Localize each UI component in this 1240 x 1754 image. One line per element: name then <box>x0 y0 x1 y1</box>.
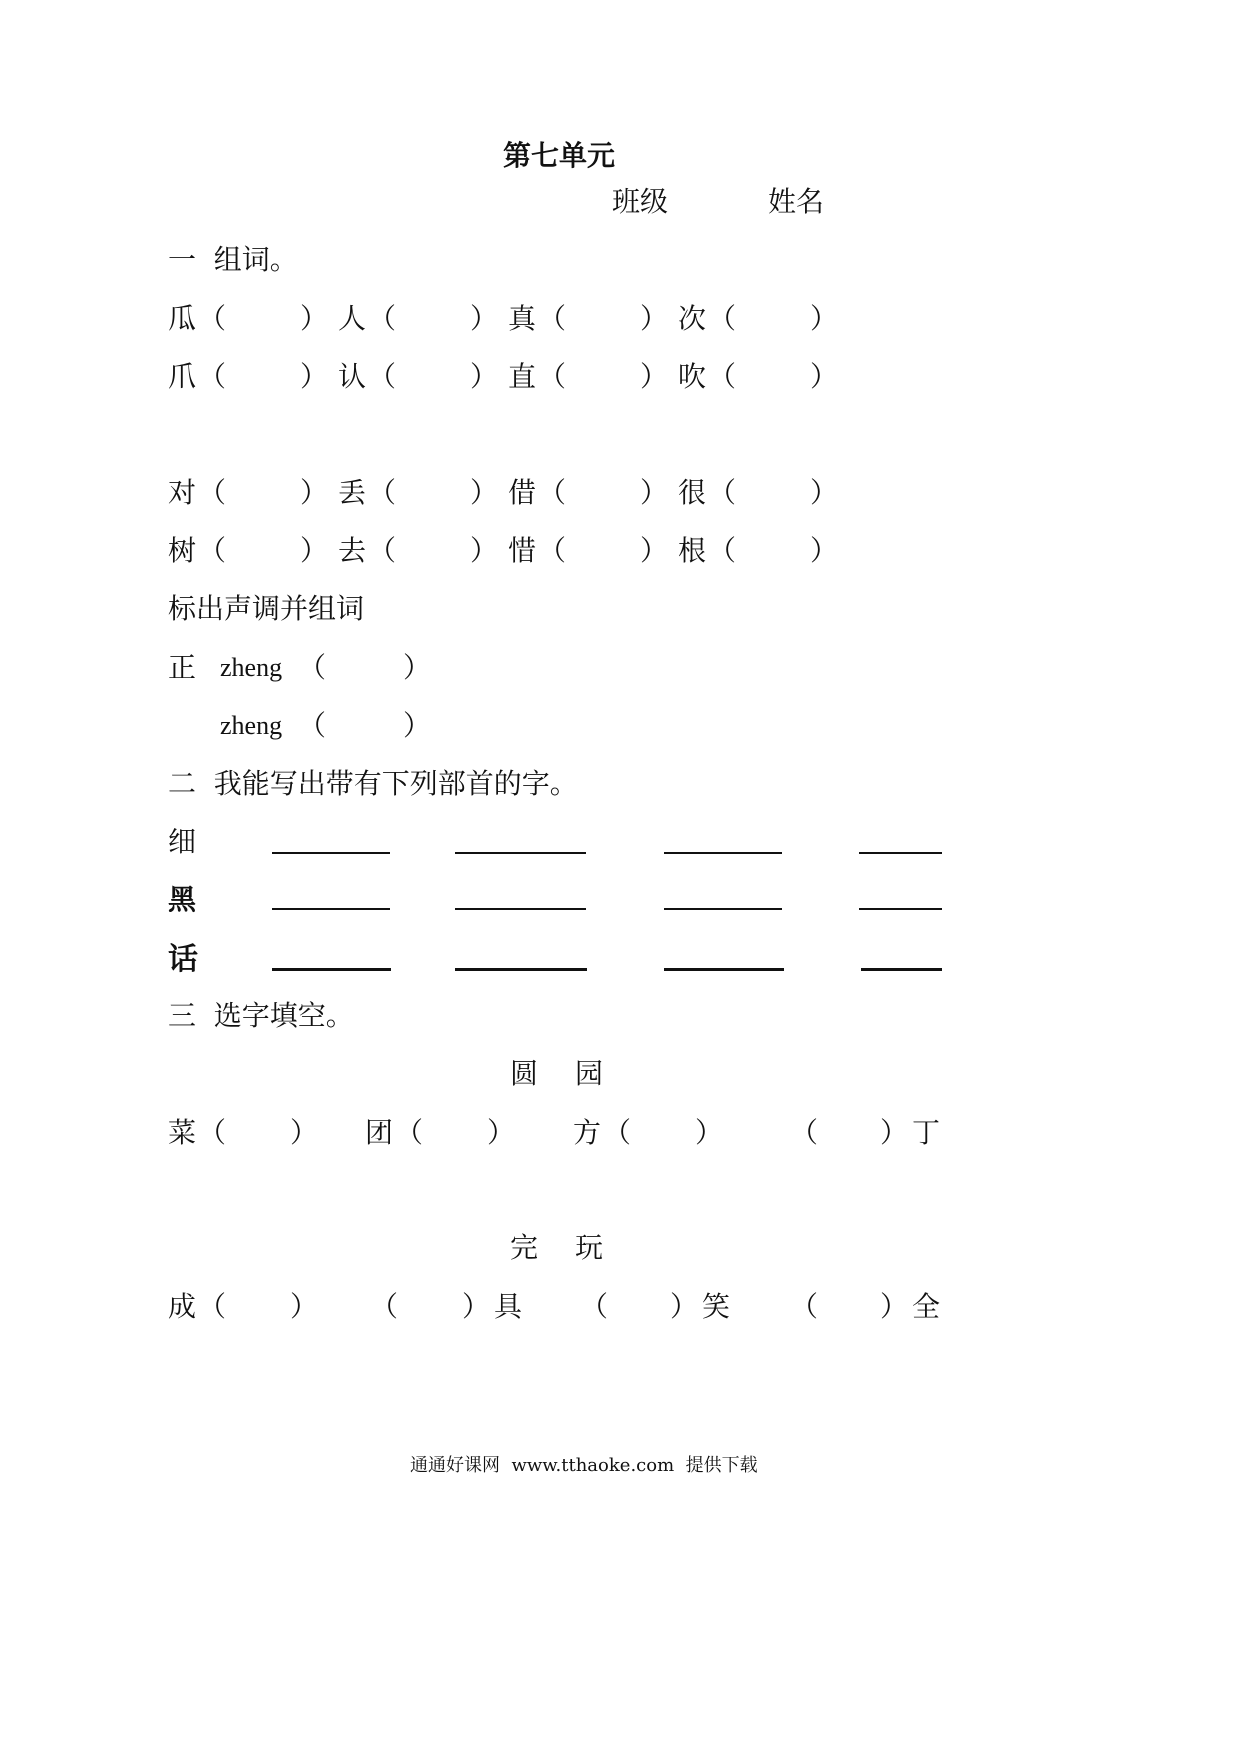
paren-close: ） <box>810 534 839 567</box>
paren-close: ） <box>290 1116 319 1149</box>
answer-line[interactable] <box>664 852 782 854</box>
paren-open: （ <box>198 302 227 335</box>
paren-open: （ <box>370 1290 399 1323</box>
prompt-char: 树 <box>168 534 197 567</box>
paren-close: ） <box>403 651 432 684</box>
paren-open: （ <box>538 534 567 567</box>
paren-open: （ <box>538 476 567 509</box>
prompt-char: 方 <box>573 1116 602 1149</box>
paren-open: （ <box>538 360 567 393</box>
prompt-char: 直 <box>508 360 537 393</box>
paren-open: （ <box>538 302 567 335</box>
footer-text: 通通好课网 www.tthaoke.com 提供下载 <box>410 1455 758 1476</box>
prompt-char: 借 <box>508 476 537 509</box>
prompt-char: 认 <box>338 360 367 393</box>
answer-line[interactable] <box>272 852 390 854</box>
paren-open: （ <box>198 476 227 509</box>
answer-line[interactable] <box>664 968 784 971</box>
choice-char: 玩 <box>575 1231 604 1264</box>
paren-close: ） <box>470 360 499 393</box>
pinyin-text: zheng <box>220 711 283 740</box>
paren-close: ） <box>880 1116 909 1149</box>
prompt-char: 去 <box>338 534 367 567</box>
section-3-heading: 三 选字填空。 <box>168 999 354 1032</box>
paren-open: （ <box>198 534 227 567</box>
paren-open: （ <box>368 302 397 335</box>
pinyin-text: zheng <box>220 653 283 682</box>
paren-close: ） <box>810 360 839 393</box>
answer-line[interactable] <box>664 908 782 910</box>
prompt-char: 成 <box>168 1290 197 1323</box>
answer-line[interactable] <box>455 968 587 971</box>
answer-line[interactable] <box>272 908 390 910</box>
paren-open: （ <box>708 360 737 393</box>
paren-open: （ <box>790 1116 819 1149</box>
paren-open: （ <box>395 1116 424 1149</box>
paren-close: ） <box>300 302 329 335</box>
paren-close: ） <box>640 534 669 567</box>
prompt-char: 菜 <box>168 1116 197 1149</box>
paren-close: ） <box>810 302 839 335</box>
paren-open: （ <box>198 1290 227 1323</box>
paren-open: （ <box>368 476 397 509</box>
paren-open: （ <box>708 302 737 335</box>
section-1-heading: 一 组词。 <box>168 243 298 276</box>
paren-close: ） <box>810 476 839 509</box>
answer-line[interactable] <box>859 908 942 910</box>
class-label: 班级 <box>612 185 669 218</box>
paren-close: ） <box>470 302 499 335</box>
prompt-char: 惜 <box>508 534 537 567</box>
paren-open: （ <box>708 476 737 509</box>
radical-char: 话 <box>168 942 198 977</box>
paren-open: （ <box>298 651 327 684</box>
choice-char: 园 <box>575 1057 604 1090</box>
paren-open: （ <box>368 534 397 567</box>
paren-close: ） <box>470 534 499 567</box>
prompt-char: 爪 <box>168 360 197 393</box>
prompt-char: 真 <box>508 302 537 335</box>
paren-close: ） <box>695 1116 724 1149</box>
paren-close: ） <box>640 476 669 509</box>
paren-close: ） <box>300 534 329 567</box>
prompt-char: 瓜 <box>168 302 197 335</box>
answer-line[interactable] <box>861 968 942 971</box>
choice-char: 圆 <box>510 1057 539 1090</box>
prompt-char: 笑 <box>702 1290 731 1323</box>
paren-close: ） <box>462 1290 491 1323</box>
paren-open: （ <box>368 360 397 393</box>
paren-close: ） <box>470 476 499 509</box>
paren-close: ） <box>300 360 329 393</box>
answer-line[interactable] <box>272 968 391 971</box>
paren-close: ） <box>670 1290 699 1323</box>
paren-close: ） <box>290 1290 319 1323</box>
prompt-char: 吹 <box>678 360 707 393</box>
prompt-char: 全 <box>912 1290 941 1323</box>
prompt-char: 团 <box>365 1116 394 1149</box>
answer-line[interactable] <box>859 852 942 854</box>
paren-close: ） <box>487 1116 516 1149</box>
choice-char: 完 <box>510 1231 539 1264</box>
answer-line[interactable] <box>455 908 586 910</box>
paren-open: （ <box>580 1290 609 1323</box>
paren-close: ） <box>403 709 432 742</box>
paren-open: （ <box>790 1290 819 1323</box>
page-title: 第七单元 <box>503 139 616 172</box>
answer-line[interactable] <box>455 852 586 854</box>
prompt-char: 很 <box>678 476 707 509</box>
tone-char: 正 <box>168 651 197 684</box>
prompt-char: 丢 <box>338 476 367 509</box>
radical-char: 黑 <box>168 883 197 916</box>
paren-open: （ <box>603 1116 632 1149</box>
prompt-char: 人 <box>338 302 367 335</box>
paren-close: ） <box>880 1290 909 1323</box>
paren-open: （ <box>708 534 737 567</box>
paren-close: ） <box>640 302 669 335</box>
prompt-char: 具 <box>494 1290 523 1323</box>
paren-open: （ <box>298 709 327 742</box>
prompt-char: 丁 <box>912 1116 941 1149</box>
paren-open: （ <box>198 1116 227 1149</box>
paren-open: （ <box>198 360 227 393</box>
prompt-char: 次 <box>678 302 707 335</box>
section-2-heading: 二 我能写出带有下列部首的字。 <box>168 767 578 800</box>
tone-heading: 标出声调并组词 <box>168 592 365 625</box>
paren-close: ） <box>300 476 329 509</box>
prompt-char: 根 <box>678 534 707 567</box>
paren-close: ） <box>640 360 669 393</box>
radical-char: 细 <box>168 825 197 858</box>
name-label: 姓名 <box>768 185 825 218</box>
prompt-char: 对 <box>168 476 197 509</box>
